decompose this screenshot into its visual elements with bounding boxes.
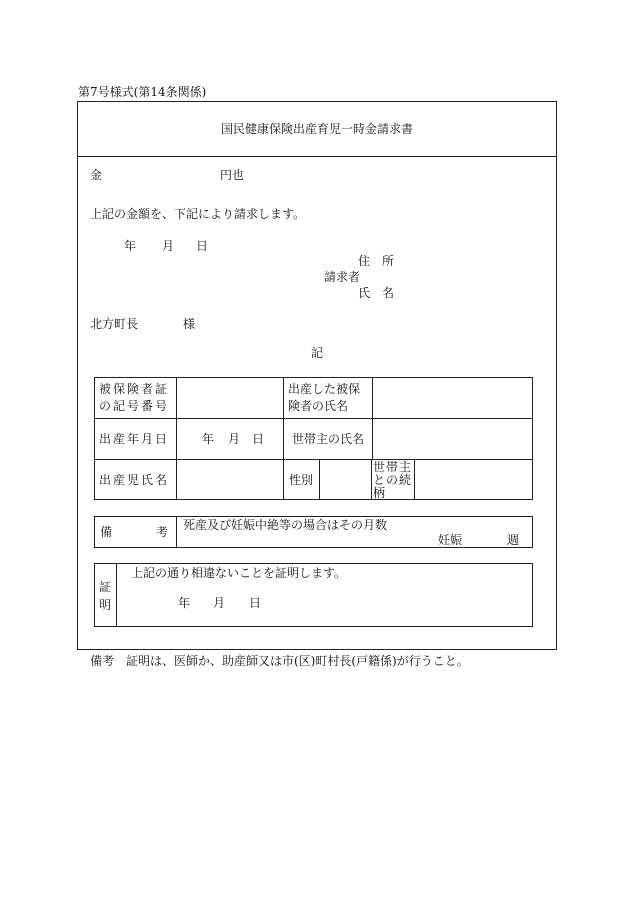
addressee-mayor: 北方町長 [90,317,139,331]
date-day: 日 [196,239,209,253]
insured-id-label-line2: の記号番号 [99,399,170,413]
remarks-note: 死産及び妊娠中絶等の場合はその月数 [183,518,388,532]
footer-note: 備考 証明は、医師か、助産師又は市(区)町村長(戸籍係)が行うこと。 [90,654,469,668]
remarks-label-text: 備考 [100,525,213,539]
table-col-divider-1 [176,377,177,500]
table-col-divider-relation [371,459,372,500]
table-col-divider-3 [372,377,373,459]
remarks-weeks: 週 [507,533,520,547]
date-year: 年 [124,239,137,253]
relation-label-line1: 世帯主 [373,460,413,474]
ki-marker: 記 [311,346,324,360]
child-name-label: 出産児氏名 [99,473,170,487]
claimant-name-text: 氏名 [358,286,407,300]
date-month: 月 [162,239,175,253]
remarks-pregnancy: 妊娠 [438,533,463,547]
claimant-name-label [358,287,406,299]
table-row-divider-1 [94,418,533,419]
claimant-address-text: 住所 [358,254,407,268]
certification-month: 月 [213,596,226,610]
household-head-label: 世帯主の氏名 [292,432,365,446]
relation-label-line2: との続 [373,473,413,487]
relation-label-line3: 柄 [373,486,386,500]
amount-suffix: 円也 [220,168,245,182]
table-col-divider-gender [319,459,320,500]
certification-text: 上記の通り相違ないことを証明します。 [131,566,347,580]
form-number: 第7号様式(第14条関係) [78,85,207,99]
insured-name-label-line2: 険者の氏名 [288,399,349,413]
title-divider [77,156,557,157]
amount-prefix: 金 [90,168,103,182]
certification-divider [116,563,117,627]
table-col-divider-2 [283,377,284,500]
certification-label-1: 証 [99,580,112,594]
table-col-divider-relation-value [414,459,415,500]
addressee-honorific: 様 [183,317,196,331]
certification-label-2: 明 [99,598,112,612]
birth-date-day: 日 [252,432,265,446]
remarks-label [100,525,213,539]
form-title: 国民健康保険出産育児一時金請求書 [220,122,413,136]
insured-name-label-line1: 出産した被保 [288,382,361,396]
gender-label: 性別 [289,473,314,487]
request-statement: 上記の金額を、下記により請求します。 [90,207,306,221]
birth-date-month: 月 [228,432,241,446]
birth-date-year: 年 [202,432,215,446]
certification-year: 年 [178,596,191,610]
birth-date-label: 出産年月日 [99,432,170,446]
table-row-divider-2 [94,459,533,460]
claimant-address-label [358,254,407,268]
insured-id-label-line1: 被保険者証 [99,382,170,396]
certification-day: 日 [249,596,262,610]
claimant-label: 請求者 [324,270,361,284]
